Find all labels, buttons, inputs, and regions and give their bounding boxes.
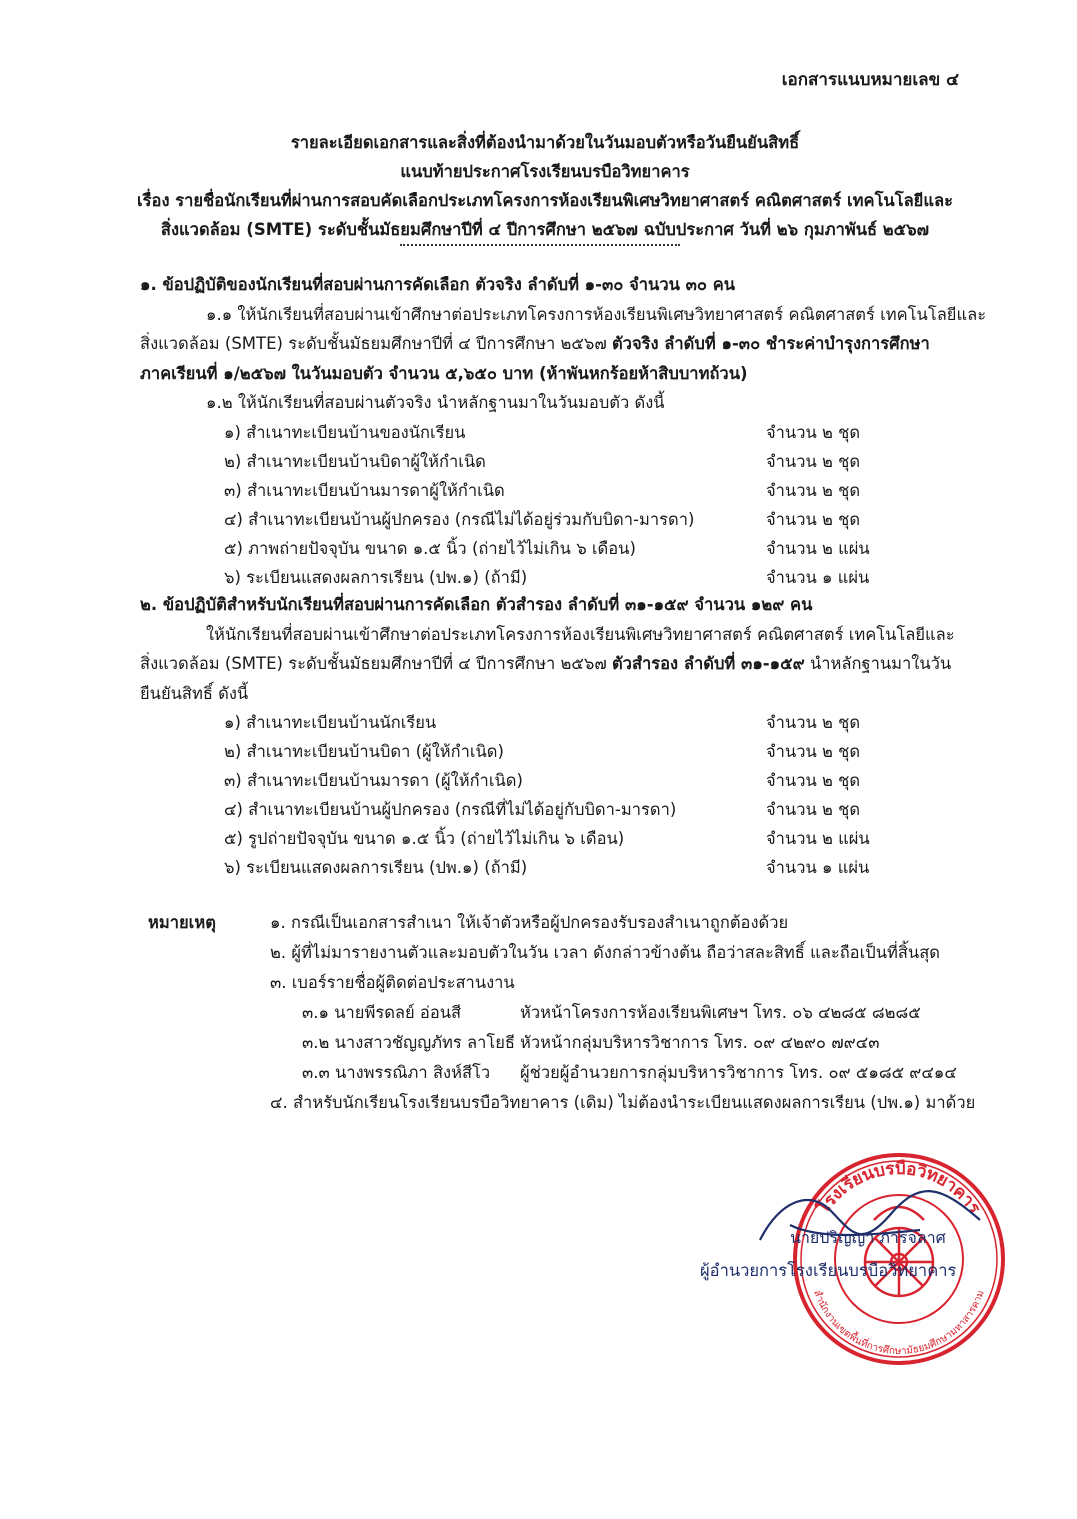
contact-name: ๓.๒ นางสาวชัญญภัทร ลาโยธี (302, 1033, 516, 1052)
dotted-divider (400, 244, 680, 246)
header-line-4: สิ่งแวดล้อม (SMTE) ระดับชั้นมัธยมศึกษาปีที่ ๔ ปีการศึกษา ๒๕๖๗ ฉบับประกาศ วันที่ ๒๖ กุมภาพันธ์ ๒๕๖๗ (160, 220, 930, 239)
item-quantity: จำนวน ๑ แผ่น (766, 858, 870, 877)
signatory-name: นายปริญญา ภารจลาศ (790, 1228, 946, 1247)
item-text: ๒) สำเนาทะเบียนบ้านบิดา (ผู้ให้กำเนิด) (224, 742, 504, 761)
signatory-title: ผู้อำนวยการโรงเรียนบรบือวิทยาคาร (700, 1261, 957, 1280)
section-2 (140, 590, 970, 882)
list-item (140, 766, 970, 795)
item-text: ๑) สำเนาทะเบียนบ้านของนักเรียน (224, 422, 466, 442)
list-item (140, 447, 970, 476)
list-item (140, 476, 970, 505)
item-quantity: จำนวน ๒ ชุด (766, 742, 861, 761)
contact-name: ๓.๓ นางพรรณิภา สิงห์สีโว (302, 1063, 491, 1082)
item-text: ๓) สำเนาทะเบียนบ้านมารดา (ผู้ให้กำเนิด) (224, 771, 523, 790)
item-quantity: จำนวน ๒ ชุด (766, 422, 861, 442)
note-3: ๓. เบอร์รายชื่อผู้ติดต่อประสานงาน (270, 973, 515, 992)
list-item (140, 795, 970, 824)
section-2-item-list (140, 708, 970, 882)
contact-role: ผู้ช่วยผู้อำนวยการกลุ่มบริหารวิชาการ โทร. ๐๙ ๕๑๘๕ ๙๔๑๔ (520, 1063, 957, 1082)
list-item (140, 418, 970, 447)
contact-role: หัวหน้ากลุ่มบริหารวิชาการ โทร. ๐๙ ๔๒๙๐ ๗๙๔๓ (520, 1033, 880, 1052)
section-2-para-line-2 (140, 649, 970, 679)
list-item (140, 534, 970, 563)
item-text: ๔) สำเนาทะเบียนบ้านผู้ปกครอง (กรณีที่ไม่ได้อยู่กับบิดา-มารดา) (224, 800, 677, 819)
item-quantity: จำนวน ๒ ชุด (766, 509, 861, 529)
svg-text:โรงเรียนบรบือวิทยาคาร: โรงเรียนบรบือวิทยาคาร (813, 1158, 985, 1218)
item-text: ๑) สำเนาทะเบียนบ้านนักเรียน (224, 713, 437, 732)
note-1: ๑. กรณีเป็นเอกสารสำเนา ให้เจ้าตัวหรือผู้ปกครองรับรองสำเนาถูกต้องด้วย (270, 913, 789, 932)
section-1-para-2: ๑.๒ ให้นักเรียนที่สอบผ่านตัวจริง นำหลักฐานมาในวันมอบตัว ดังนี้ (206, 393, 665, 412)
section-1-title: ๑. ข้อปฏิบัติของนักเรียนที่สอบผ่านการคัดเลือก ตัวจริง ลำดับที่ ๑-๓๐ จำนวน ๓๐ คน (140, 275, 736, 294)
section-1 (140, 270, 987, 592)
notes-body (270, 908, 976, 1118)
header-line-3: เรื่อง รายชื่อนักเรียนที่ผ่านการสอบคัดเลือกประเภทโครงการห้องเรียนพิเศษวิทยาศาสตร์ คณิตศาสตร์ เทคโนโลยีและ (137, 191, 953, 210)
note-2: ๒. ผู้ที่ไม่มารายงานตัวและมอบตัวในวัน เวลา ดังกล่าวข้างต้น ถือว่าสละสิทธิ์ และถือเป็นที่สิ้นสุด (270, 943, 940, 962)
item-text: ๓) สำเนาทะเบียนบ้านมารดาผู้ให้กำเนิด (224, 480, 505, 500)
section-2-para-line-2b: ตัวสำรอง ลำดับที่ ๓๑-๑๕๙ (611, 654, 805, 673)
svg-text:สำนักงานเขตพื้นที่การศึกษามัธย: สำนักงานเขตพื้นที่การศึกษามัธยมศึกษามหาสารคาม (811, 1288, 987, 1358)
section-2-para-line-1: ให้นักเรียนที่สอบผ่านเข้าศึกษาต่อประเภทโครงการห้องเรียนพิเศษวิทยาศาสตร์ คณิตศาสตร์ เทคโนโลยีและ (206, 624, 955, 644)
section-2-para-line-2a: สิ่งแวดล้อม (SMTE) ระดับชั้นมัธยมศึกษาปีที่ ๔ ปีการศึกษา ๒๕๖๗ (140, 654, 612, 673)
item-text: ๔) สำเนาทะเบียนบ้านผู้ปกครอง (กรณีไม่ได้อยู่ร่วมกับบิดา-มารดา) (224, 509, 695, 529)
list-item (140, 563, 970, 592)
list-item (140, 737, 970, 766)
document-header (120, 128, 970, 244)
item-text: ๖) ระเบียนแสดงผลการเรียน (ปพ.๑) (ถ้ามี) (224, 858, 528, 877)
item-quantity: จำนวน ๒ ชุด (766, 451, 861, 471)
note-4: ๔. สำหรับนักเรียนโรงเรียนบรบือวิทยาคาร (เดิม) ไม่ต้องนำระเบียนแสดงผลการเรียน (ปพ.๑) มาด้วย (270, 1093, 976, 1112)
list-item (140, 708, 970, 737)
contact-row (270, 1058, 970, 1088)
item-quantity: จำนวน ๒ ชุด (766, 480, 861, 500)
section-1-para-1-line-3: ภาคเรียนที่ ๑/๒๕๖๗ ในวันมอบตัว จำนวน ๕,๖๕๐ บาท (ห้าพันหกร้อยห้าสิบบาทถ้วน) (140, 363, 748, 383)
section-1-para-1-line-2 (140, 329, 970, 359)
contact-name: ๓.๑ นายพีรดลย์ อ่อนสี (302, 1003, 462, 1022)
contact-role: หัวหน้าโครงการห้องเรียนพิเศษฯ โทร. ๐๖ ๔๒๘๕ ๘๒๘๕ (520, 1003, 921, 1022)
section-1-item-list (140, 418, 970, 592)
list-item (140, 505, 970, 534)
item-text: ๕) ภาพถ่ายปัจจุบัน ขนาด ๑.๕ นิ้ว (ถ่ายไว้ไม่เกิน ๖ เดือน) (224, 538, 636, 558)
item-quantity: จำนวน ๑ แผ่น (766, 567, 870, 587)
item-text: ๕) รูปถ่ายปัจจุบัน ขนาด ๑.๕ นิ้ว (ถ่ายไว้ไม่เกิน ๖ เดือน) (224, 829, 625, 848)
section-1-para-1-line-2a: สิ่งแวดล้อม (SMTE) ระดับชั้นมัธยมศึกษาปีที่ ๔ ปีการศึกษา ๒๕๖๗ (140, 334, 612, 353)
list-item (140, 824, 970, 853)
header-line-1: รายละเอียดเอกสารและสิ่งที่ต้องนำมาด้วยในวันมอบตัวหรือวันยืนยันสิทธิ์ (290, 133, 800, 152)
notes-label: หมายเหตุ (148, 913, 216, 932)
item-text: ๖) ระเบียนแสดงผลการเรียน (ปพ.๑) (ถ้ามี) (224, 567, 528, 587)
signature-block (690, 1150, 1020, 1410)
attachment-reference: เอกสารแนบหมายเลข ๔ (781, 70, 959, 90)
section-1-para-1-line-2b: ตัวจริง ลำดับที่ ๑-๓๐ ชำระค่าบำรุงการศึกษา (611, 334, 930, 353)
section-2-para-line-2c: นำหลักฐานมาในวัน (804, 654, 952, 673)
contact-row (270, 998, 970, 1028)
item-quantity: จำนวน ๒ ชุด (766, 771, 861, 790)
item-quantity: จำนวน ๒ ชุด (766, 713, 861, 732)
contact-row (270, 1028, 970, 1058)
header-line-2: แนบท้ายประกาศโรงเรียนบรบือวิทยาคาร (400, 162, 690, 181)
section-1-para-1-line-1: ๑.๑ ให้นักเรียนที่สอบผ่านเข้าศึกษาต่อประเภทโครงการห้องเรียนพิเศษวิทยาศาสตร์ คณิตศาสตร์ เทคโนโลยีและ (206, 304, 987, 324)
item-quantity: จำนวน ๒ ชุด (766, 800, 861, 819)
section-2-para-line-3: ยืนยันสิทธิ์ ดังนี้ (140, 683, 249, 703)
item-text: ๒) สำเนาทะเบียนบ้านบิดาผู้ให้กำเนิด (224, 451, 486, 471)
item-quantity: จำนวน ๒ แผ่น (766, 538, 870, 558)
item-quantity: จำนวน ๒ แผ่น (766, 829, 870, 848)
section-2-title: ๒. ข้อปฏิบัติสำหรับนักเรียนที่สอบผ่านการคัดเลือก ตัวสำรอง ลำดับที่ ๓๑-๑๕๙ จำนวน ๑๒๙ คน (140, 595, 813, 614)
list-item (140, 853, 970, 882)
